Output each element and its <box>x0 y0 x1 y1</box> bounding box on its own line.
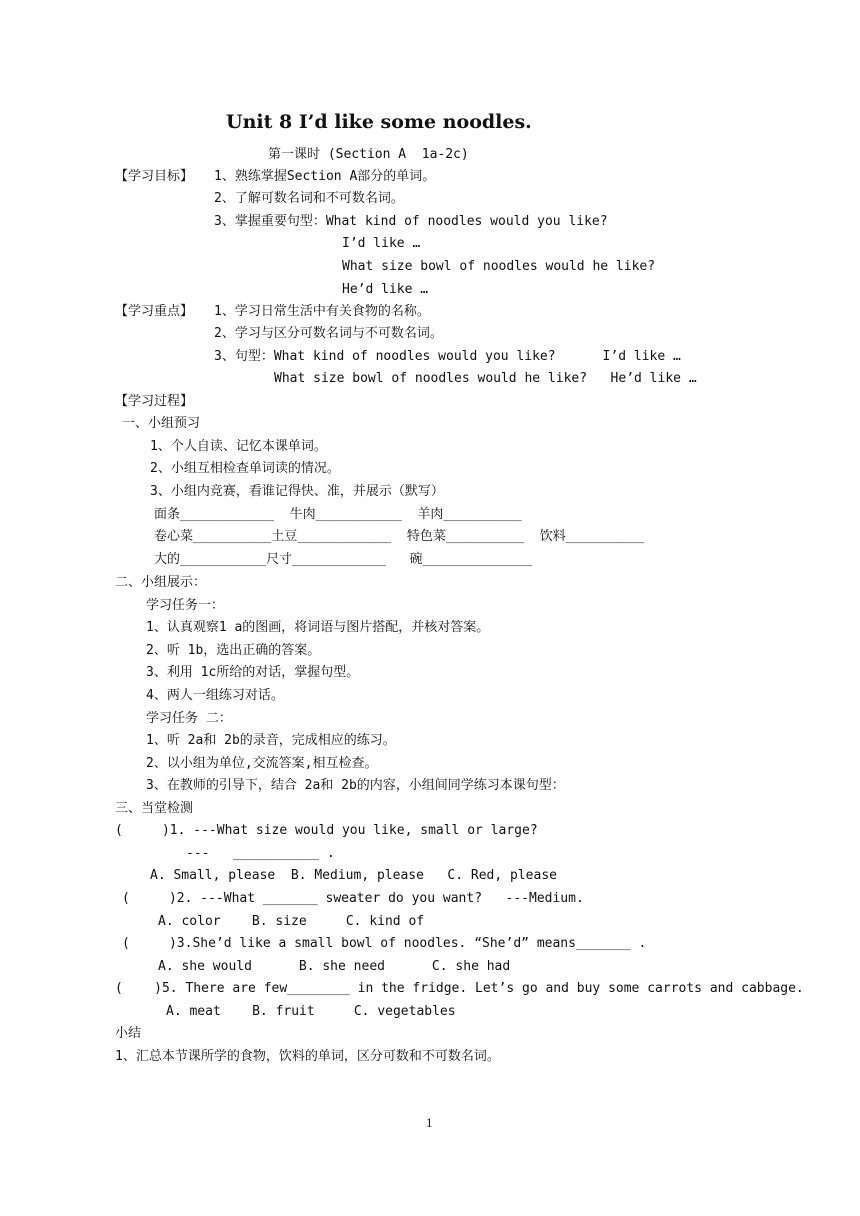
task-item: 4、两人一组练习对话。 <box>146 688 284 703</box>
question-stem: ( )1. ---What size would you like, small or large? <box>115 823 538 838</box>
vocab-row: 卷心菜__________土豆____________ 特色菜__________ 饮料__________ <box>154 529 645 544</box>
task-item: 1、认真观察1 a的图画，将词语与图片搭配，并核对答案。 <box>146 620 490 635</box>
question-options: A. Small, please B. Medium, please C. Red, please <box>150 868 557 883</box>
task-item: 3、利用 1c所给的对话，掌握句型。 <box>146 665 360 680</box>
task-item: 2、以小组为单位,交流答案,相互检查。 <box>146 756 378 771</box>
section-heading: 三、当堂检测 <box>115 801 194 816</box>
key-points-label: 【学习重点】 <box>115 304 194 319</box>
objective-item: What size bowl of noodles would he like? <box>342 259 656 274</box>
preview-item: 1、个人自读、记忆本课单词。 <box>150 439 327 454</box>
page-number: 1 <box>426 1115 433 1130</box>
objective-item: I’d like … <box>342 236 421 251</box>
preview-item: 2、小组互相检查单词读的情况。 <box>150 461 340 476</box>
objective-item: 1、熟练掌握Section A部分的单词。 <box>214 169 436 184</box>
vocab-row: 面条____________ 牛肉___________ 羊肉__________ <box>154 507 522 522</box>
task-label: 学习任务 二： <box>146 711 232 726</box>
key-point-item: What size bowl of noodles would he like? He’d like … <box>274 371 697 386</box>
process-label: 【学习过程】 <box>115 394 194 409</box>
objectives-label: 【学习目标】 <box>115 169 194 184</box>
key-point-item: 2、学习与区分可数名词与不可数名词。 <box>214 326 443 341</box>
task-item: 3、在教师的引导下，结合 2a和 2b的内容，小组间同学练习本课句型： <box>146 778 565 793</box>
lesson-subtitle: 第一课时 (Section A 1a-2c) <box>268 147 469 162</box>
objective-item: 3、掌握重要句型：What kind of noodles would you like? <box>214 214 608 229</box>
key-point-item: 3、句型：What kind of noodles would you like? I’d like … <box>214 349 681 364</box>
vocab-row: 大的___________尺寸____________ 碗______________ <box>154 552 533 567</box>
objective-item: 2、了解可数名词和不可数名词。 <box>214 191 404 206</box>
key-point-item: 1、学习日常生活中有关食物的名称。 <box>214 304 430 319</box>
question-answer-line: --- ___________ . <box>186 846 335 861</box>
question-stem: ( )5. There are few________ in the fridge. Let’s go and buy some carrots and cabbage. <box>115 981 804 996</box>
preview-item: 3、小组内竞赛，看谁记得快、准，并展示（默写） <box>150 484 444 499</box>
question-options: A. she would B. she need C. she had <box>158 959 511 974</box>
question-stem: ( )2. ---What _______ sweater do you want? ---Medium. <box>122 891 584 906</box>
task-item: 1、听 2a和 2b的录音，完成相应的练习。 <box>146 733 396 748</box>
summary-heading: 小结 <box>115 1026 142 1041</box>
question-options: A. meat B. fruit C. vegetables <box>166 1004 456 1019</box>
objective-item: He’d like … <box>342 282 429 297</box>
section-heading: 二、小组展示： <box>115 575 207 590</box>
question-stem: ( )3.She’d like a small bowl of noodles. “She’d” means_______ . <box>122 936 647 951</box>
question-options: A. color B. size C. kind of <box>158 914 425 929</box>
task-label: 学习任务一： <box>146 598 225 613</box>
section-heading: 一、小组预习 <box>122 416 201 431</box>
task-item: 2、听 1b，选出正确的答案。 <box>146 643 321 658</box>
summary-text: 1、汇总本节课所学的食物，饮料的单词，区分可数和不可数名词。 <box>115 1049 500 1064</box>
page-title: Unit 8 I’d like some noodles. <box>226 111 532 133</box>
